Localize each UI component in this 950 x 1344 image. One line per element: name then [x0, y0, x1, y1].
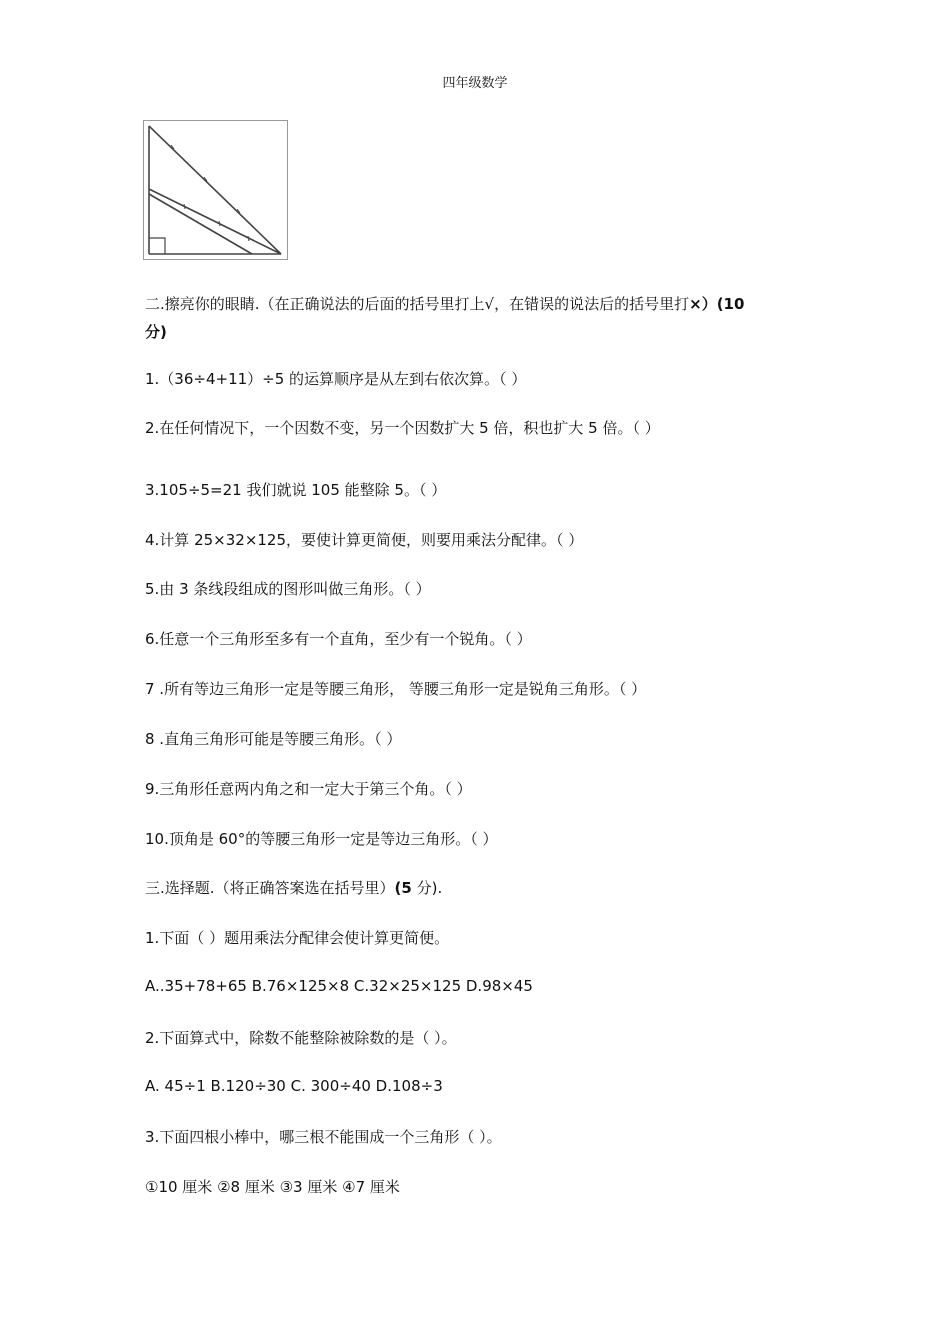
choice-question-3: 3.下面四根小棒中，哪三根不能围成一个三角形（ ）。 — [145, 1128, 502, 1146]
judgement-question-4: 4.计算 25×32×125，要使计算更简便，则要用乘法分配律。（ ） — [145, 531, 584, 549]
judgement-question-10: 10.顶角是 60°的等腰三角形一定是等边三角形。（ ） — [145, 830, 498, 848]
choice-options-1: A..35+78+65 B.76×125×8 C.32×25×125 D.98×45 — [145, 977, 533, 995]
judgement-question-1: 1.（36÷4+11）÷5 的运算顺序是从左到右依次算。（ ） — [145, 370, 527, 388]
judgement-question-9: 9.三角形任意两内角之和一定大于第三个角。（ ） — [145, 780, 472, 798]
section-2-title: 二.擦亮你的眼睛.（在正确说法的后面的括号里打上√，在错误的说法后的括号里打×）(10 分) — [145, 295, 745, 341]
choice-question-2: 2.下面算式中，除数不能整除被除数的是（ ）。 — [145, 1029, 457, 1047]
judgement-question-6: 6.任意一个三角形至多有一个直角，至少有一个锐角。（ ） — [145, 630, 532, 648]
judgement-question-5: 5.由 3 条线段组成的图形叫做三角形。（ ） — [145, 580, 431, 598]
judgement-question-2: 2.在任何情况下，一个因数不变，另一个因数扩大 5 倍，积也扩大 5 倍。（ ） — [145, 419, 660, 437]
choice-options-2: A. 45÷1 B.120÷30 C. 300÷40 D.108÷3 — [145, 1077, 443, 1095]
choice-question-1: 1.下面（ ）题用乘法分配律会使计算更简便。 — [145, 929, 450, 947]
choice-options-3: ①10 厘米 ②8 厘米 ③3 厘米 ④7 厘米 — [145, 1178, 400, 1196]
section-3-title: 三.选择题.（将正确答案选在括号里）(5 分). — [145, 879, 443, 897]
triangle-figure — [143, 120, 288, 260]
page-header: 四年级数学 — [442, 76, 508, 91]
judgement-question-8: 8 .直角三角形可能是等腰三角形。（ ） — [145, 730, 402, 748]
judgement-question-7: 7 .所有等边三角形一定是等腰三角形， 等腰三角形一定是锐角三角形。（ ） — [145, 680, 647, 698]
judgement-question-3: 3.105÷5=21 我们就说 105 能整除 5。（ ） — [145, 481, 447, 499]
